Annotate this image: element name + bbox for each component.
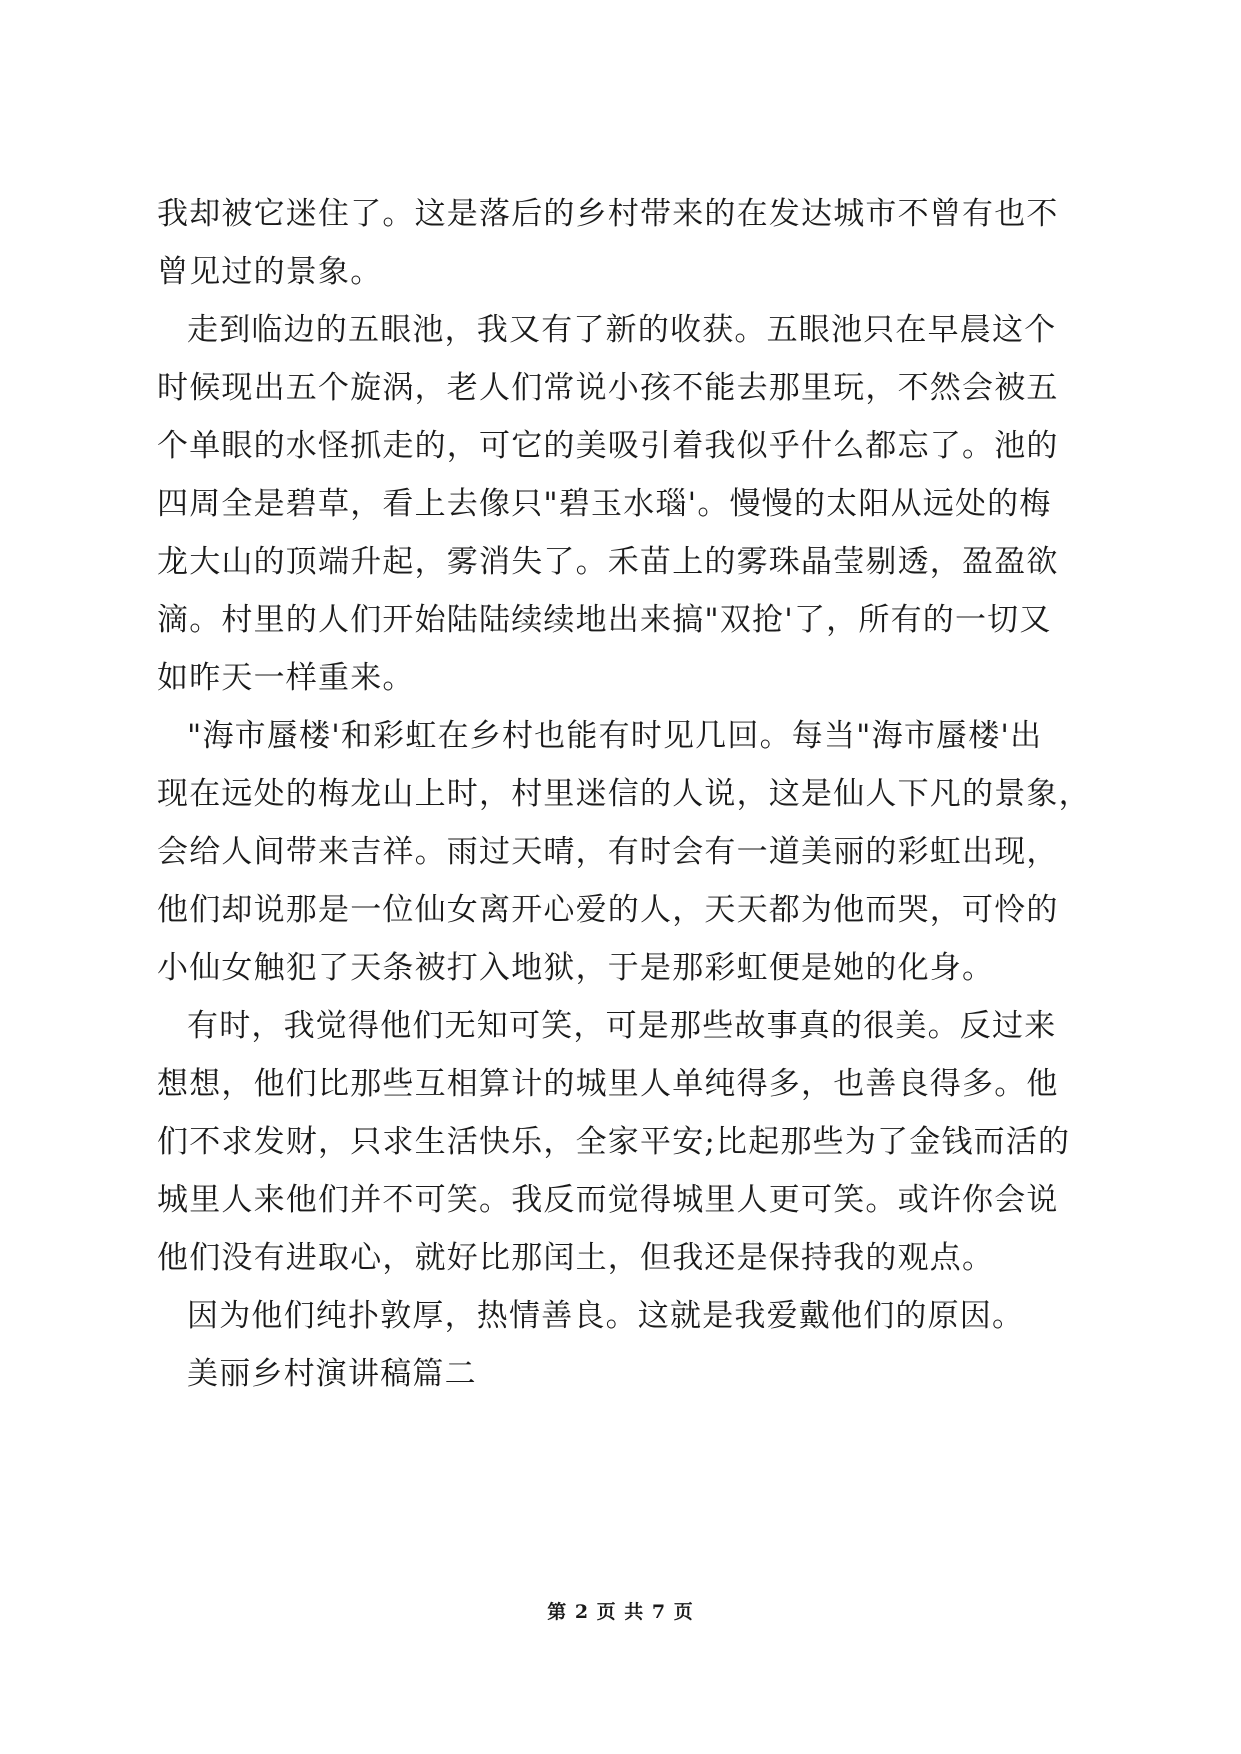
text-line: 我却被它迷住了。这是落后的乡村带来的在发达城市不曾有也不	[157, 196, 1059, 232]
document-body	[157, 185, 1097, 1403]
text-line: 他们没有进取心，就好比那闰土，但我还是保持我的观点。	[157, 1240, 995, 1276]
page-number-footer: 第 2 页 共 7 页	[547, 1601, 694, 1623]
text-line: 滴。村里的人们开始陆陆续续地出来搞"双抢'了，所有的一切又	[157, 602, 1052, 638]
text-line: 时候现出五个旋涡，老人们常说小孩不能去那里玩，不然会被五	[157, 370, 1059, 406]
text-line: 会给人间带来吉祥。雨过天晴，有时会有一道美丽的彩虹出现，	[157, 834, 1059, 870]
text-line: 龙大山的顶端升起，雾消失了。禾苗上的雾珠晶莹剔透，盈盈欲	[157, 544, 1059, 580]
section-heading: 美丽乡村演讲稿篇二	[187, 1356, 477, 1392]
text-line: 现在远处的梅龙山上时，村里迷信的人说，这是仙人下凡的景象，	[157, 776, 1091, 812]
text-line: 们不求发财，只求生活快乐，全家平安;比起那些为了金钱而活的	[157, 1124, 1071, 1160]
text-line: 四周全是碧草，看上去像只"碧玉水瑙'。慢慢的太阳从远处的梅	[157, 486, 1052, 522]
text-line: 如昨天一样重来。	[157, 660, 415, 696]
text-line: 城里人来他们并不可笑。我反而觉得城里人更可笑。或许你会说	[157, 1182, 1059, 1218]
text-line: 个单眼的水怪抓走的，可它的美吸引着我似乎什么都忘了。池的	[157, 428, 1059, 464]
paragraph-start-line: 有时，我觉得他们无知可笑，可是那些故事真的很美。反过来	[187, 1008, 1057, 1044]
paragraph-start-line: "海市蜃楼'和彩虹在乡村也能有时见几回。每当"海市蜃楼'出	[187, 718, 1043, 754]
text-line: 曾见过的景象。	[157, 254, 383, 290]
text-line: 想想，他们比那些互相算计的城里人单纯得多，也善良得多。他	[157, 1066, 1059, 1102]
paragraph-start-line: 因为他们纯扑敦厚，热情善良。这就是我爱戴他们的原因。	[187, 1298, 1025, 1334]
text-line: 小仙女触犯了天条被打入地狱，于是那彩虹便是她的化身。	[157, 950, 995, 986]
text-line: 他们却说那是一位仙女离开心爱的人，天天都为他而哭，可怜的	[157, 892, 1059, 928]
paragraph-start-line: 走到临边的五眼池，我又有了新的收获。五眼池只在早晨这个	[187, 312, 1057, 348]
